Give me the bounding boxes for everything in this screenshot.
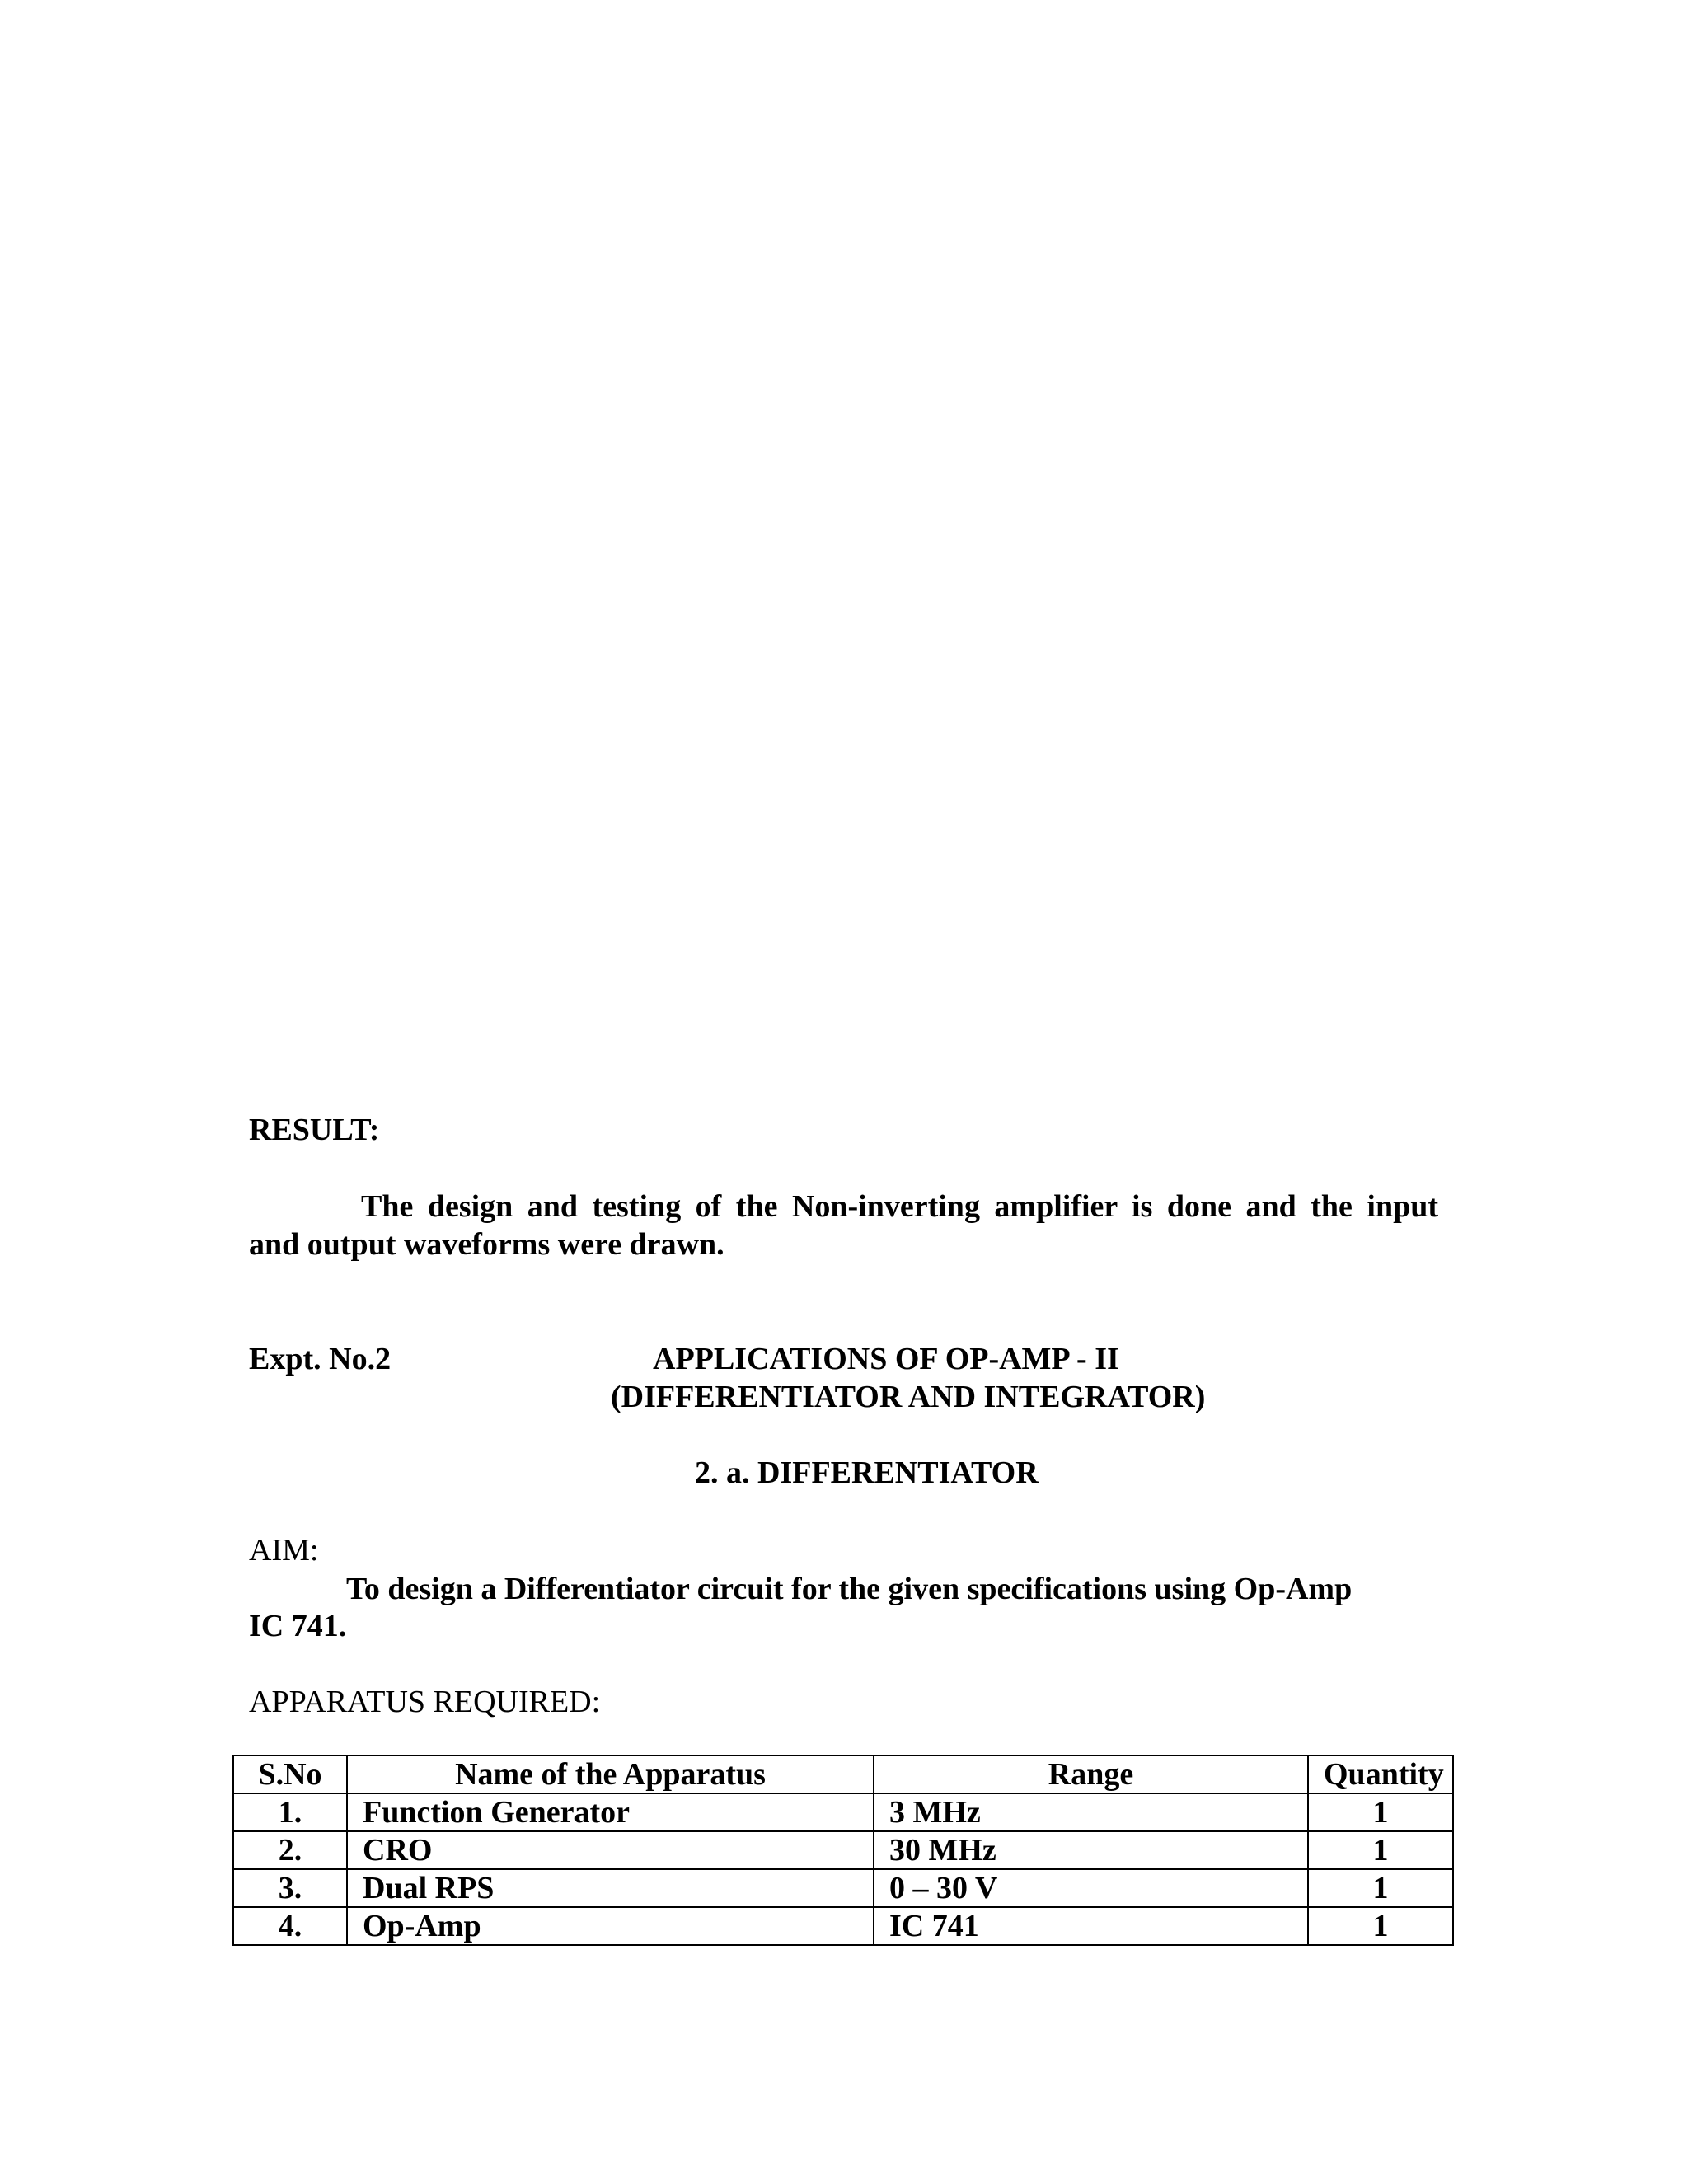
column-header-sno: S.No bbox=[233, 1755, 347, 1793]
cell-range: 30 MHz bbox=[874, 1831, 1308, 1869]
experiment-title: APPLICATIONS OF OP-AMP - II bbox=[653, 1342, 1119, 1376]
cell-name: CRO bbox=[347, 1831, 874, 1869]
aim-text-line: IC 741. bbox=[249, 1609, 347, 1643]
cell-name: Dual RPS bbox=[347, 1869, 874, 1907]
result-heading: RESULT: bbox=[249, 1113, 380, 1147]
cell-quantity: 1 bbox=[1308, 1869, 1453, 1907]
cell-range: IC 741 bbox=[874, 1907, 1308, 1945]
result-text-line: The design and testing of the Non-inverting amplifier is done and the input bbox=[361, 1189, 1438, 1224]
table-header-row bbox=[233, 1755, 1453, 1793]
aim-heading: AIM: bbox=[249, 1533, 319, 1568]
table-row bbox=[233, 1831, 1453, 1869]
table-row bbox=[233, 1907, 1453, 1945]
cell-name: Op-Amp bbox=[347, 1907, 874, 1945]
cell-range: 3 MHz bbox=[874, 1793, 1308, 1831]
experiment-number: Expt. No.2 bbox=[249, 1342, 392, 1376]
aim-text-line: To design a Differentiator circuit for the given specifications using Op-Amp bbox=[346, 1572, 1353, 1606]
cell-quantity: 1 bbox=[1308, 1831, 1453, 1869]
column-header-name: Name of the Apparatus bbox=[347, 1755, 874, 1793]
cell-sno: 2. bbox=[233, 1831, 347, 1869]
table-row bbox=[233, 1793, 1453, 1831]
column-header-quantity: Quantity bbox=[1308, 1755, 1453, 1793]
apparatus-table bbox=[232, 1755, 1454, 1946]
table-row bbox=[233, 1869, 1453, 1907]
section-title: 2. a. DIFFERENTIATOR bbox=[695, 1455, 1039, 1490]
cell-range: 0 – 30 V bbox=[874, 1869, 1308, 1907]
cell-sno: 3. bbox=[233, 1869, 347, 1907]
cell-sno: 1. bbox=[233, 1793, 347, 1831]
cell-quantity: 1 bbox=[1308, 1907, 1453, 1945]
experiment-title-subline: (DIFFERENTIATOR AND INTEGRATOR) bbox=[611, 1380, 1206, 1414]
cell-quantity: 1 bbox=[1308, 1793, 1453, 1831]
cell-sno: 4. bbox=[233, 1907, 347, 1945]
column-header-range: Range bbox=[874, 1755, 1308, 1793]
cell-name: Function Generator bbox=[347, 1793, 874, 1831]
apparatus-heading: APPARATUS REQUIRED: bbox=[249, 1685, 601, 1719]
result-text-line: and output waveforms were drawn. bbox=[249, 1227, 724, 1262]
